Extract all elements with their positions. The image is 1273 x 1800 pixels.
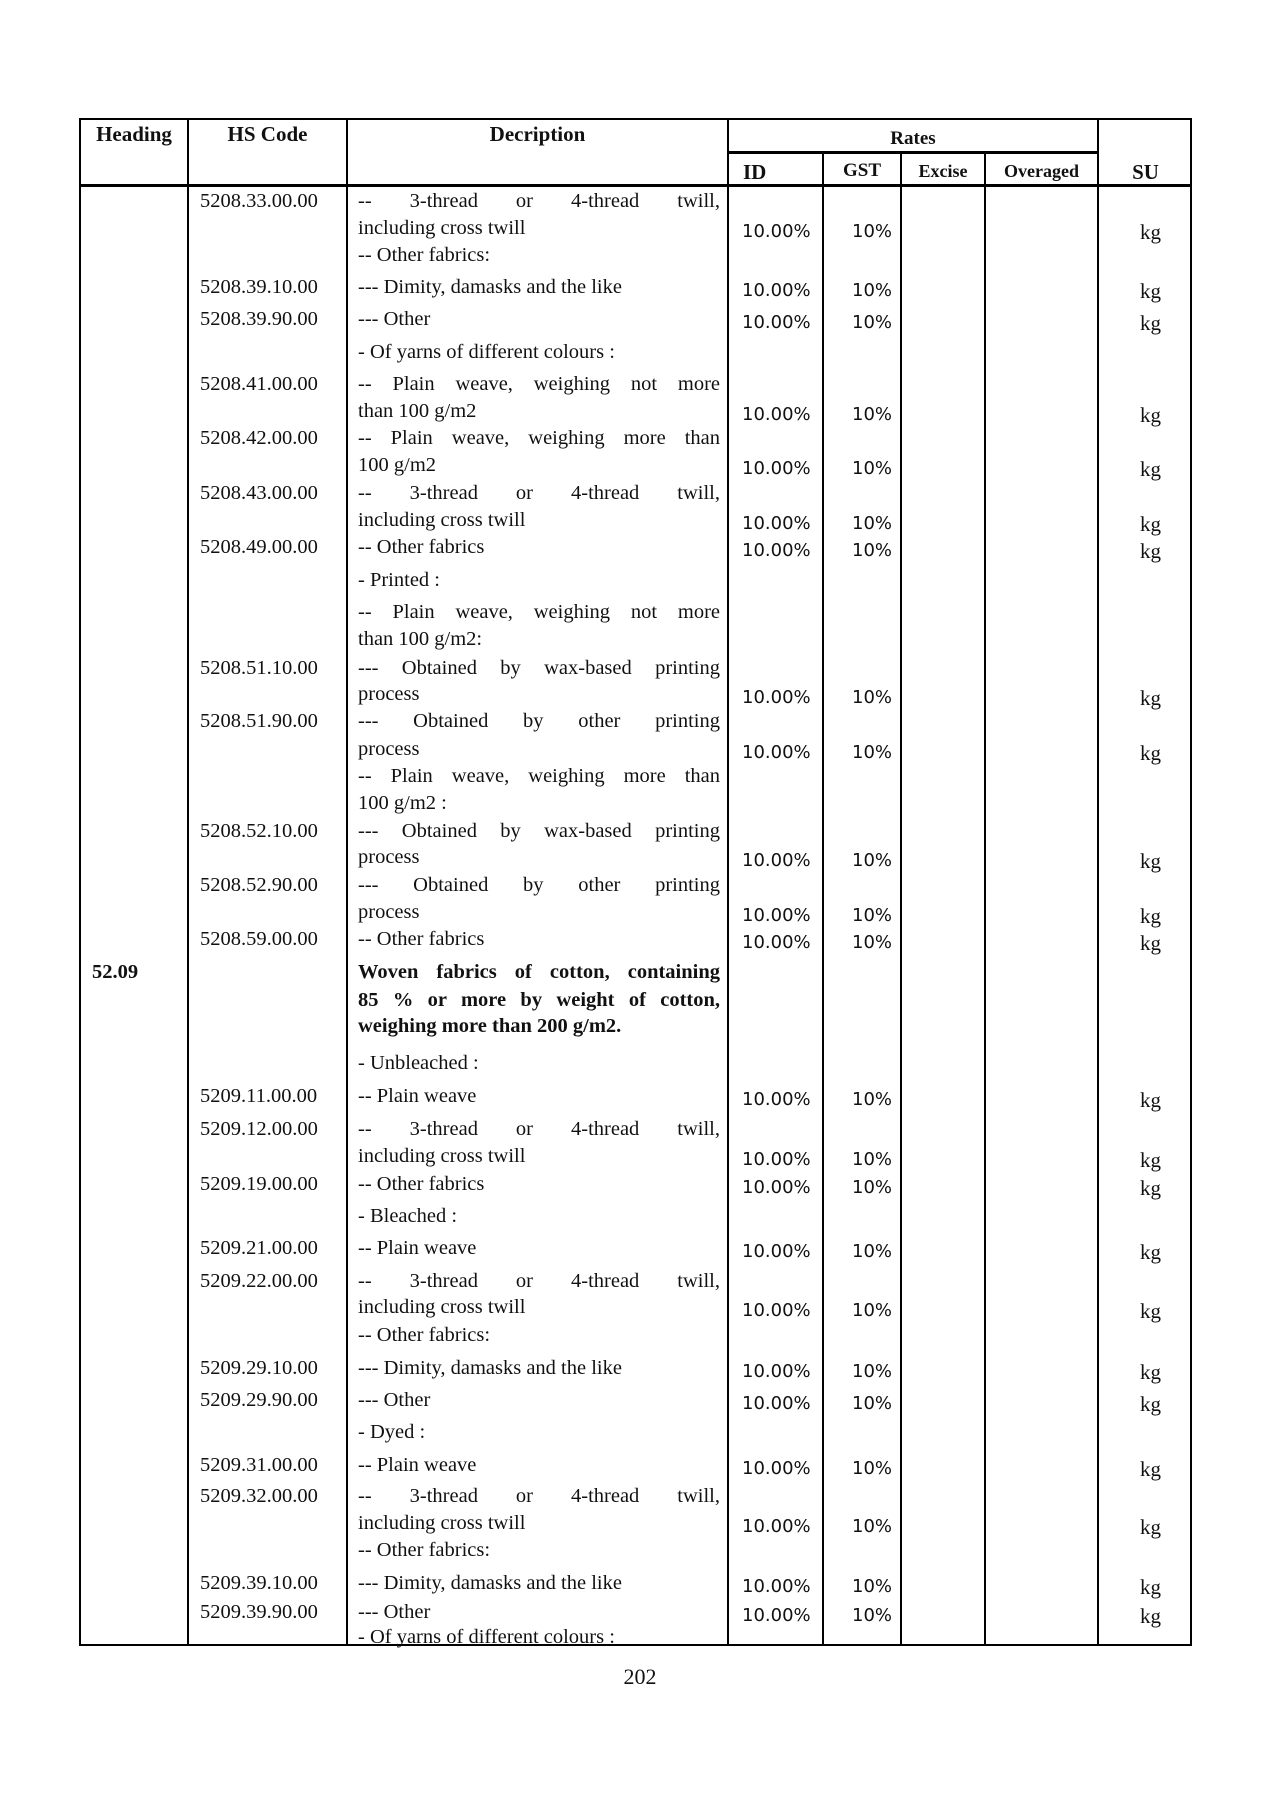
hs-code: 5208.52.10.00 [200,820,318,842]
id-rate: 10.00% [742,280,811,301]
gst-rate: 10% [852,404,893,425]
supplementary-unit: kg [1140,1515,1161,1539]
description-line: process [358,738,420,760]
description-line: --- Obtained by wax-based printing [358,820,720,842]
description-line: process [358,901,420,923]
id-rate: 10.00% [742,1241,811,1262]
description-line: -- 3-thread or 4-thread twill, [358,1485,720,1507]
id-rate: 10.00% [742,513,811,534]
description-line: -- Other fabrics: [358,244,491,266]
hs-code: 5209.31.00.00 [200,1454,318,1476]
supplementary-unit: kg [1140,1240,1161,1264]
supplementary-unit: kg [1140,457,1161,481]
description-line: -- 3-thread or 4-thread twill, [358,1270,720,1292]
id-rate: 10.00% [742,932,811,953]
gst-rate: 10% [852,1361,893,1382]
hs-code: 5209.29.10.00 [200,1357,318,1379]
hs-code: 5209.39.10.00 [200,1572,318,1594]
supplementary-unit: kg [1140,1176,1161,1200]
description-line: -- 3-thread or 4-thread twill, [358,1118,720,1140]
description-line: - Unbleached : [358,1052,479,1074]
description-line: including cross twill [358,217,526,239]
gst-rate: 10% [852,1089,893,1110]
gst-rate: 10% [852,458,893,479]
description-line: --- Dimity, damasks and the like [358,1572,622,1594]
id-rate: 10.00% [742,905,811,926]
id-rate: 10.00% [742,221,811,242]
gst-rate: 10% [852,687,893,708]
hs-code: 5208.39.10.00 [200,276,318,298]
description-line: --- Obtained by wax-based printing [358,657,720,679]
hs-code: 5209.12.00.00 [200,1118,318,1140]
hs-code: 5208.51.10.00 [200,657,318,679]
description-line: - Of yarns of different colours : [358,1626,615,1648]
id-rate: 10.00% [742,540,811,561]
hs-code: 5208.52.90.00 [200,874,318,896]
supplementary-unit: kg [1140,279,1161,303]
id-rate: 10.00% [742,312,811,333]
description-line: -- Plain weave, weighing not more [358,373,720,395]
col-divider [822,152,824,1646]
description-line: weighing more than 200 g/m2. [358,1015,622,1037]
gst-rate: 10% [852,850,893,871]
id-rate: 10.00% [742,687,811,708]
hs-code: 5208.49.00.00 [200,536,318,558]
id-rate: 10.00% [742,1605,811,1626]
description-line: -- Plain weave, weighing more than [358,765,720,787]
description-line: -- Other fabrics: [358,1324,491,1346]
hs-code: 5209.32.00.00 [200,1485,318,1507]
header-description: Decription [489,122,586,146]
page-number: 202 [623,1664,657,1689]
supplementary-unit: kg [1140,311,1161,335]
id-rate: 10.00% [742,1393,811,1414]
description-line: --- Dimity, damasks and the like [358,1357,622,1379]
description-line: - Dyed : [358,1421,426,1443]
supplementary-unit: kg [1140,1392,1161,1416]
gst-rate: 10% [852,1605,893,1626]
hs-code: 5208.42.00.00 [200,427,318,449]
gst-rate: 10% [852,1458,893,1479]
description-line: --- Other [358,1389,431,1411]
gst-rate: 10% [852,1300,893,1321]
description-line: -- Other fabrics [358,536,485,558]
header-id: ID [743,160,767,184]
gst-rate: 10% [852,513,893,534]
description-line: -- Plain weave, weighing more than [358,427,720,449]
supplementary-unit: kg [1140,849,1161,873]
description-line: -- Other fabrics: [358,1539,491,1561]
description-line: --- Other [358,1601,431,1623]
id-rate: 10.00% [742,1089,811,1110]
id-rate: 10.00% [742,1300,811,1321]
supplementary-unit: kg [1140,1088,1161,1112]
hs-code: 5209.19.00.00 [200,1173,318,1195]
hs-code: 5208.51.90.00 [200,710,318,732]
header-hs-code: HS Code [227,122,308,146]
description-line: --- Other [358,308,431,330]
header-excise: Excise [918,161,968,181]
hs-code: 5209.22.00.00 [200,1270,318,1292]
description-line: -- Plain weave [358,1237,477,1259]
header-divider [79,184,1192,187]
supplementary-unit: kg [1140,220,1161,244]
id-rate: 10.00% [742,1576,811,1597]
description-line: including cross twill [358,1512,526,1534]
id-rate: 10.00% [742,1177,811,1198]
gst-rate: 10% [852,905,893,926]
description-line: -- Other fabrics [358,1173,485,1195]
description-line: - Printed : [358,569,440,591]
description-line: --- Obtained by other printing [358,874,720,896]
gst-rate: 10% [852,1149,893,1170]
description-line: -- 3-thread or 4-thread twill, [358,482,720,504]
gst-rate: 10% [852,1393,893,1414]
description-line: than 100 g/m2 [358,400,477,422]
hs-code: 5209.11.00.00 [200,1085,318,1107]
col-divider [187,118,189,1646]
description-line: -- Other fabrics [358,928,485,950]
description-line: 100 g/m2 [358,454,437,476]
description-line: process [358,683,420,705]
supplementary-unit: kg [1140,931,1161,955]
id-rate: 10.00% [742,404,811,425]
description-line: 100 g/m2 : [358,792,447,814]
hs-code: 5208.59.00.00 [200,928,318,950]
gst-rate: 10% [852,1241,893,1262]
gst-rate: 10% [852,1177,893,1198]
description-line: --- Dimity, damasks and the like [358,276,622,298]
supplementary-unit: kg [1140,1299,1161,1323]
gst-rate: 10% [852,221,893,242]
description-line: including cross twill [358,1296,526,1318]
col-divider [900,152,902,1646]
id-rate: 10.00% [742,1361,811,1382]
description-line: than 100 g/m2: [358,628,483,650]
id-rate: 10.00% [742,1516,811,1537]
supplementary-unit: kg [1140,1575,1161,1599]
description-line: process [358,846,420,868]
supplementary-unit: kg [1140,403,1161,427]
hs-code: 5209.39.90.00 [200,1601,318,1623]
supplementary-unit: kg [1140,1457,1161,1481]
gst-rate: 10% [852,312,893,333]
description-line: Woven fabrics of cotton, containing [358,961,720,983]
header-su: SU [1132,160,1159,184]
gst-rate: 10% [852,742,893,763]
id-rate: 10.00% [742,458,811,479]
supplementary-unit: kg [1140,512,1161,536]
description-line: - Bleached : [358,1205,458,1227]
supplementary-unit: kg [1140,1360,1161,1384]
gst-rate: 10% [852,280,893,301]
header-heading: Heading [96,122,172,146]
id-rate: 10.00% [742,1458,811,1479]
description-line: -- 3-thread or 4-thread twill, [358,190,720,212]
description-line: --- Obtained by other printing [358,710,720,732]
supplementary-unit: kg [1140,1604,1161,1628]
description-line: including cross twill [358,1145,526,1167]
description-line: -- Plain weave [358,1454,477,1476]
id-rate: 10.00% [742,742,811,763]
header-rates: Rates [890,128,936,149]
hs-code: 5208.33.00.00 [200,190,318,212]
gst-rate: 10% [852,1576,893,1597]
rates-divider [727,151,1098,154]
hs-code: 5208.41.00.00 [200,373,318,395]
col-divider [984,152,986,1646]
header-overaged: Overaged [1004,161,1079,181]
col-divider [346,118,348,1646]
gst-rate: 10% [852,540,893,561]
hs-code: 5208.43.00.00 [200,482,318,504]
description-line: 85 % or more by weight of cotton, [358,989,720,1011]
heading-number: 52.09 [92,961,139,983]
description-line: -- Plain weave, weighing not more [358,601,720,623]
gst-rate: 10% [852,932,893,953]
supplementary-unit: kg [1140,1148,1161,1172]
description-line: -- Plain weave [358,1085,477,1107]
id-rate: 10.00% [742,850,811,871]
id-rate: 10.00% [742,1149,811,1170]
supplementary-unit: kg [1140,904,1161,928]
hs-code: 5209.29.90.00 [200,1389,318,1411]
col-divider [727,118,729,1646]
description-line: including cross twill [358,509,526,531]
supplementary-unit: kg [1140,539,1161,563]
header-gst: GST [842,160,882,181]
gst-rate: 10% [852,1516,893,1537]
description-line: - Of yarns of different colours : [358,341,615,363]
supplementary-unit: kg [1140,741,1161,765]
supplementary-unit: kg [1140,686,1161,710]
col-divider [1097,118,1099,1646]
hs-code: 5208.39.90.00 [200,308,318,330]
hs-code: 5209.21.00.00 [200,1237,318,1259]
